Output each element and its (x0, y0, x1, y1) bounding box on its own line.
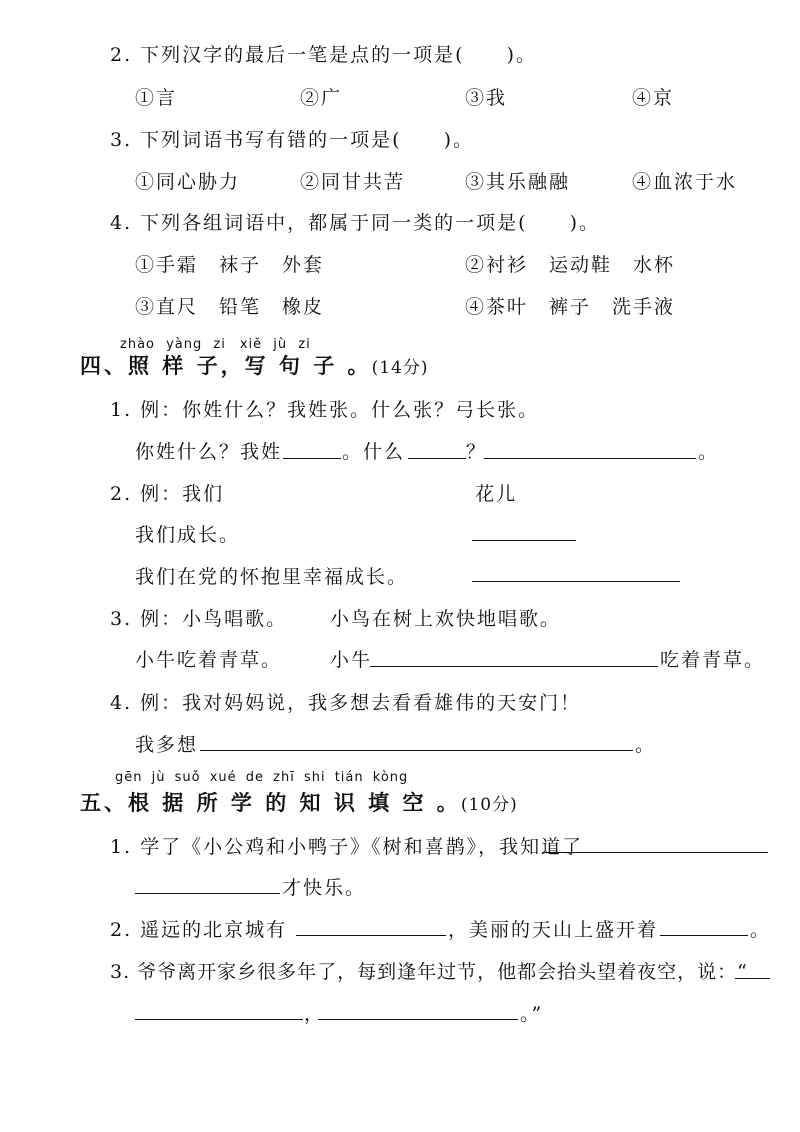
s4-q3-c: 吃着青草。 (660, 649, 766, 671)
s4-q3-example-a: 3. 例：小鸟唱歌。 (110, 608, 288, 630)
option: ①同心胁力 (135, 171, 241, 193)
s5-q3-a: 3. 爷爷离开家乡很多年了，每到逢年过节，他都会抬头望着夜空，说：“ (110, 961, 748, 983)
blank-line[interactable] (283, 458, 341, 459)
s4-q3-b: 小牛 (330, 649, 373, 671)
s5-q2-a: 2. 遥远的北京城有 (110, 919, 288, 941)
option: ③直尺 铅笔 橡皮 (135, 296, 325, 318)
blank-line[interactable] (542, 852, 768, 853)
s4-q3-example-b: 小鸟在树上欢快地唱歌。 (330, 608, 562, 630)
question-3-stem: 3. 下列词语书写有错的一项是( )。 (110, 129, 474, 151)
blank-line[interactable] (318, 1019, 518, 1020)
s4-q4-a: 我多想 (135, 734, 199, 756)
blank-line[interactable] (296, 935, 446, 936)
option: ④茶叶 裤子 洗手液 (465, 296, 676, 318)
option: ①手霜 袜子 外套 (135, 254, 325, 276)
blank-line[interactable] (660, 935, 748, 936)
s4-q2-line2: 我们在党的怀抱里幸福成长。 (135, 566, 409, 588)
question-4-stem: 4. 下列各组词语中，都属于同一类的一项是( )。 (110, 212, 600, 234)
s4-q1-a: 你姓什么？我姓 (135, 441, 283, 463)
section-5-pinyin: gēn jù suǒ xué de zhī shi tián kòng (115, 770, 409, 785)
blank-line[interactable] (472, 540, 576, 541)
section-score: (10分) (460, 795, 518, 815)
blank-line[interactable] (370, 666, 658, 667)
section-4-pinyin: zhào yàng zi xiě jù zi (120, 337, 311, 352)
s4-q2-word: 花儿 (475, 483, 518, 505)
section-5-title (80, 787, 518, 817)
blank-line[interactable] (408, 458, 466, 459)
blank-line[interactable] (735, 978, 770, 979)
s4-q1-c: ？ (466, 441, 488, 463)
section-title-text: 五、根 据 所 学 的 知 识 填 空 。 (80, 791, 461, 815)
s5-q3-b: ， (304, 1003, 326, 1025)
s4-q4-b: 。 (635, 734, 657, 756)
s5-q1-a: 1. 学了《小公鸡和小鸭子》《树和喜鹊》，我知道了 (110, 836, 584, 858)
option: ②广 (300, 87, 343, 109)
blank-line[interactable] (135, 1019, 303, 1020)
option: ④京 (632, 87, 675, 109)
s5-q1-b: 才快乐。 (282, 877, 367, 899)
option: ③我 (465, 87, 508, 109)
s4-q4-example: 4. 例：我对妈妈说，我多想去看看雄伟的天安门！ (110, 692, 582, 714)
option: ②同甘共苦 (300, 171, 406, 193)
blank-line[interactable] (484, 458, 696, 459)
s4-q2-example: 2. 例：我们 (110, 483, 225, 505)
section-score: (14分) (371, 358, 429, 378)
blank-line[interactable] (135, 893, 280, 894)
option: ③其乐融融 (465, 171, 571, 193)
blank-line[interactable] (472, 581, 680, 582)
s5-q2-c: 。 (750, 919, 772, 941)
s4-q3-a: 小牛吃着青草。 (135, 649, 283, 671)
s4-q1-b: 。什么 (342, 441, 406, 463)
s4-q1-example: 1. 例：你姓什么？我姓张。什么张？弓长张。 (110, 399, 540, 421)
section-4-title (80, 350, 428, 380)
option: ④血浓于水 (632, 171, 738, 193)
s5-q2-b: ，美丽的天山上盛开着 (448, 919, 659, 941)
s4-q2-line1: 我们成长。 (135, 524, 241, 546)
s4-q1-d: 。 (698, 441, 720, 463)
section-title-text: 四、照 样 子，写 句 子 。 (80, 354, 372, 378)
s5-q3-c: 。” (520, 1003, 544, 1025)
blank-line[interactable] (200, 750, 633, 751)
option: ①言 (135, 87, 178, 109)
option: ②衬衫 运动鞋 水杯 (465, 254, 676, 276)
question-2-stem: 2. 下列汉字的最后一笔是点的一项是( )。 (110, 44, 537, 66)
